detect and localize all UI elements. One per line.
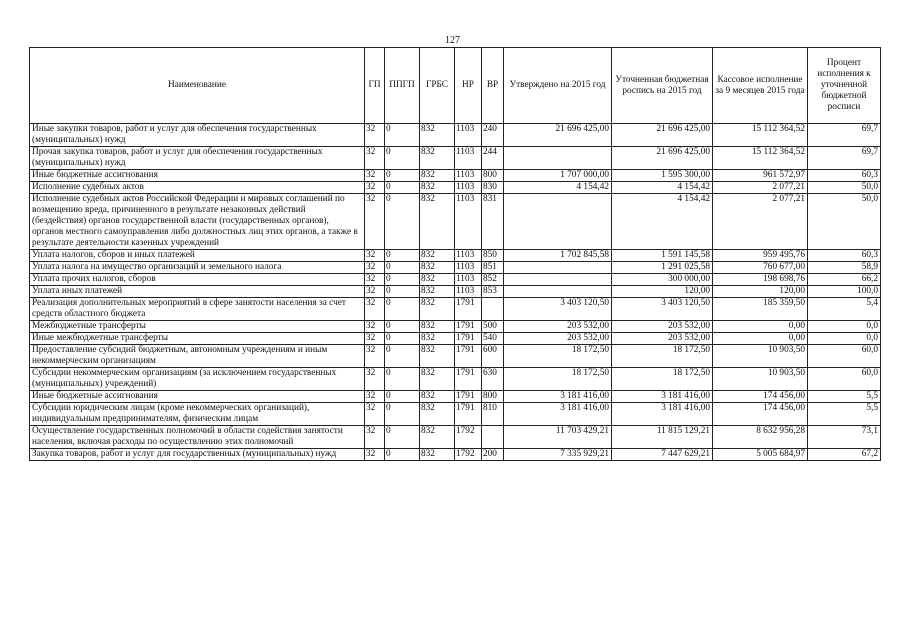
- header-approved: Утверждено на 2015 год: [504, 48, 612, 124]
- row-cash: 10 903,50: [713, 345, 808, 368]
- table-row: [30, 147, 881, 170]
- header-vr: ВР: [482, 48, 504, 124]
- row-gp: 32: [365, 368, 385, 391]
- row-nr: 1103: [455, 250, 482, 262]
- row-refined: 1 591 145,58: [612, 250, 713, 262]
- row-approved: 3 403 120,50: [504, 298, 612, 321]
- row-nr: 1103: [455, 182, 482, 194]
- row-ppgp: 0: [385, 298, 420, 321]
- row-approved: 11 703 429,21: [504, 426, 612, 449]
- row-grbs: 832: [420, 345, 455, 368]
- row-vr: 800: [482, 391, 504, 403]
- row-grbs: 832: [420, 391, 455, 403]
- row-cash: 185 359,50: [713, 298, 808, 321]
- row-vr: 810: [482, 403, 504, 426]
- row-ppgp: 0: [385, 368, 420, 391]
- row-name: Уплата налога на имущество организаций и земельного налога: [30, 262, 365, 274]
- row-approved: 3 181 416,00: [504, 403, 612, 426]
- row-name: Уплата налогов, сборов и иных платежей: [30, 250, 365, 262]
- row-name: Уплата прочих налогов, сборов: [30, 274, 365, 286]
- row-refined: 3 181 416,00: [612, 403, 713, 426]
- row-percent: 60,3: [808, 250, 881, 262]
- row-grbs: 832: [420, 274, 455, 286]
- row-gp: 32: [365, 170, 385, 182]
- row-percent: 100,0: [808, 286, 881, 298]
- row-vr: 200: [482, 449, 504, 461]
- row-refined: 11 815 129,21: [612, 426, 713, 449]
- row-gp: 32: [365, 449, 385, 461]
- header-name: Наименование: [30, 48, 365, 124]
- row-approved: [504, 274, 612, 286]
- row-cash: 174 456,00: [713, 391, 808, 403]
- row-ppgp: 0: [385, 274, 420, 286]
- table-row: [30, 298, 881, 321]
- row-grbs: 832: [420, 449, 455, 461]
- row-nr: 1103: [455, 170, 482, 182]
- row-vr: 850: [482, 250, 504, 262]
- row-gp: 32: [365, 147, 385, 170]
- row-nr: 1791: [455, 345, 482, 368]
- row-name: Предоставление субсидий бюджетным, автономным учреждениям и иным некоммерческим организациям: [30, 345, 365, 368]
- row-nr: 1791: [455, 333, 482, 345]
- row-grbs: 832: [420, 403, 455, 426]
- row-nr: 1103: [455, 286, 482, 298]
- row-grbs: 832: [420, 298, 455, 321]
- row-approved: 4 154,42: [504, 182, 612, 194]
- row-vr: 240: [482, 124, 504, 147]
- row-name: Уплата иных платежей: [30, 286, 365, 298]
- row-nr: 1791: [455, 321, 482, 333]
- row-name: Субсидии некоммерческим организациям (за исключением государственных (муниципальных) учреждений): [30, 368, 365, 391]
- row-refined: 18 172,50: [612, 368, 713, 391]
- row-percent: 69,7: [808, 147, 881, 170]
- row-approved: 3 181 416,00: [504, 391, 612, 403]
- row-cash: 10 903,50: [713, 368, 808, 391]
- row-refined: 3 181 416,00: [612, 391, 713, 403]
- row-name: Иные бюджетные ассигнования: [30, 170, 365, 182]
- row-percent: 50,0: [808, 194, 881, 250]
- row-ppgp: 0: [385, 170, 420, 182]
- row-percent: 0,0: [808, 333, 881, 345]
- row-nr: 1791: [455, 403, 482, 426]
- row-grbs: 832: [420, 333, 455, 345]
- row-cash: 0,00: [713, 333, 808, 345]
- table-row: [30, 170, 881, 182]
- table-header-row: [30, 48, 881, 124]
- row-approved: 18 172,50: [504, 368, 612, 391]
- row-gp: 32: [365, 345, 385, 368]
- row-vr: 851: [482, 262, 504, 274]
- row-refined: 203 532,00: [612, 333, 713, 345]
- row-percent: 5,5: [808, 391, 881, 403]
- row-name: Закупка товаров, работ и услуг для государственных (муниципальных) нужд: [30, 449, 365, 461]
- row-ppgp: 0: [385, 124, 420, 147]
- row-name: Иные бюджетные ассигнования: [30, 391, 365, 403]
- row-approved: 1 702 845,58: [504, 250, 612, 262]
- row-cash: 2 077,21: [713, 194, 808, 250]
- table-row: [30, 403, 881, 426]
- row-refined: 3 403 120,50: [612, 298, 713, 321]
- table-row: [30, 345, 881, 368]
- row-vr: 500: [482, 321, 504, 333]
- row-percent: 60,0: [808, 345, 881, 368]
- row-vr: 852: [482, 274, 504, 286]
- header-refined: Уточненная бюджетная роспись на 2015 год: [612, 48, 713, 124]
- header-cash: Кассовое исполнение за 9 месяцев 2015 года: [713, 48, 808, 124]
- row-grbs: 832: [420, 147, 455, 170]
- row-cash: 959 495,76: [713, 250, 808, 262]
- row-ppgp: 0: [385, 147, 420, 170]
- row-cash: 5 005 684,97: [713, 449, 808, 461]
- row-gp: 32: [365, 194, 385, 250]
- row-grbs: 832: [420, 426, 455, 449]
- row-gp: 32: [365, 182, 385, 194]
- row-ppgp: 0: [385, 250, 420, 262]
- row-cash: 15 112 364,52: [713, 147, 808, 170]
- row-vr: 600: [482, 345, 504, 368]
- row-name: Субсидии юридическим лицам (кроме некоммерческих организаций), индивидуальным предпринимателям, физическим лицам: [30, 403, 365, 426]
- row-gp: 32: [365, 124, 385, 147]
- row-ppgp: 0: [385, 286, 420, 298]
- row-percent: 73,1: [808, 426, 881, 449]
- header-percent: Процент исполнения к уточненной бюджетной росписи: [808, 48, 881, 124]
- row-percent: 60,0: [808, 368, 881, 391]
- row-percent: 60,3: [808, 170, 881, 182]
- row-name: Осуществление государственных полномочий в области содействия занятости населения, включая расходы по осуществлению этих полномочий: [30, 426, 365, 449]
- page-number: 127: [445, 35, 460, 46]
- row-ppgp: 0: [385, 345, 420, 368]
- table-row: [30, 124, 881, 147]
- row-grbs: 832: [420, 250, 455, 262]
- row-cash: 15 112 364,52: [713, 124, 808, 147]
- row-vr: 830: [482, 182, 504, 194]
- row-refined: 120,00: [612, 286, 713, 298]
- row-cash: 760 677,00: [713, 262, 808, 274]
- row-cash: 961 572,97: [713, 170, 808, 182]
- row-grbs: 832: [420, 124, 455, 147]
- row-name: Иные межбюджетные трансферты: [30, 333, 365, 345]
- header-gp: ГП: [365, 48, 385, 124]
- row-gp: 32: [365, 250, 385, 262]
- row-approved: [504, 194, 612, 250]
- row-approved: [504, 147, 612, 170]
- row-vr: 831: [482, 194, 504, 250]
- row-ppgp: 0: [385, 262, 420, 274]
- row-ppgp: 0: [385, 194, 420, 250]
- row-nr: 1103: [455, 194, 482, 250]
- row-cash: 2 077,21: [713, 182, 808, 194]
- row-name: Исполнение судебных актов: [30, 182, 365, 194]
- row-ppgp: 0: [385, 391, 420, 403]
- table-row: [30, 262, 881, 274]
- row-grbs: 832: [420, 170, 455, 182]
- row-gp: 32: [365, 391, 385, 403]
- row-refined: 21 696 425,00: [612, 124, 713, 147]
- row-vr: [482, 298, 504, 321]
- row-gp: 32: [365, 298, 385, 321]
- row-refined: 7 447 629,21: [612, 449, 713, 461]
- table-row: [30, 449, 881, 461]
- row-cash: 198 698,76: [713, 274, 808, 286]
- table-row: [30, 274, 881, 286]
- row-name: Иные закупки товаров, работ и услуг для обеспечения государственных (муниципальных) нужд: [30, 124, 365, 147]
- row-name: Прочая закупка товаров, работ и услуг для обеспечения государственных (муниципальных) нужд: [30, 147, 365, 170]
- row-gp: 32: [365, 321, 385, 333]
- row-percent: 5,4: [808, 298, 881, 321]
- row-ppgp: 0: [385, 182, 420, 194]
- row-percent: 58,9: [808, 262, 881, 274]
- row-approved: 1 707 000,00: [504, 170, 612, 182]
- row-refined: 4 154,42: [612, 194, 713, 250]
- row-refined: 18 172,50: [612, 345, 713, 368]
- budget-table: [29, 47, 881, 461]
- row-cash: 8 632 956,28: [713, 426, 808, 449]
- row-percent: 5,5: [808, 403, 881, 426]
- row-grbs: 832: [420, 262, 455, 274]
- row-grbs: 832: [420, 368, 455, 391]
- row-percent: 67,2: [808, 449, 881, 461]
- row-ppgp: 0: [385, 426, 420, 449]
- row-gp: 32: [365, 262, 385, 274]
- row-refined: 203 532,00: [612, 321, 713, 333]
- row-ppgp: 0: [385, 321, 420, 333]
- row-grbs: 832: [420, 321, 455, 333]
- row-nr: 1791: [455, 298, 482, 321]
- row-cash: 120,00: [713, 286, 808, 298]
- row-name: Межбюджетные трансферты: [30, 321, 365, 333]
- row-refined: 300 000,00: [612, 274, 713, 286]
- row-refined: 4 154,42: [612, 182, 713, 194]
- row-vr: 800: [482, 170, 504, 182]
- row-approved: 21 696 425,00: [504, 124, 612, 147]
- table-row: [30, 286, 881, 298]
- row-gp: 32: [365, 274, 385, 286]
- row-approved: 203 532,00: [504, 333, 612, 345]
- header-ppgp: ППГП: [385, 48, 420, 124]
- row-grbs: 832: [420, 286, 455, 298]
- table-row: [30, 333, 881, 345]
- row-nr: 1791: [455, 368, 482, 391]
- row-grbs: 832: [420, 194, 455, 250]
- row-name: Исполнение судебных актов Российской Федерации и мировых соглашений по возмещению вреда, причиненного в результате незаконных действий (бездействия) органов государственной власти (государственных органов), органов местного самоуправления либо должностных лиц этих органов, а также в результате деятельности казенных учреждений: [30, 194, 365, 250]
- row-percent: 0,0: [808, 321, 881, 333]
- row-percent: 66,2: [808, 274, 881, 286]
- row-gp: 32: [365, 286, 385, 298]
- row-approved: [504, 262, 612, 274]
- table-row: [30, 368, 881, 391]
- row-nr: 1103: [455, 124, 482, 147]
- row-refined: 1 291 025,58: [612, 262, 713, 274]
- row-vr: 853: [482, 286, 504, 298]
- table-row: [30, 391, 881, 403]
- table-row: [30, 250, 881, 262]
- row-approved: 18 172,50: [504, 345, 612, 368]
- row-vr: [482, 426, 504, 449]
- row-grbs: 832: [420, 182, 455, 194]
- table-row: [30, 426, 881, 449]
- row-nr: 1792: [455, 426, 482, 449]
- row-vr: 630: [482, 368, 504, 391]
- row-cash: 174 456,00: [713, 403, 808, 426]
- row-gp: 32: [365, 403, 385, 426]
- row-gp: 32: [365, 426, 385, 449]
- row-approved: 203 532,00: [504, 321, 612, 333]
- row-vr: 244: [482, 147, 504, 170]
- row-nr: 1103: [455, 274, 482, 286]
- row-nr: 1791: [455, 391, 482, 403]
- row-nr: 1103: [455, 147, 482, 170]
- row-cash: 0,00: [713, 321, 808, 333]
- row-percent: 69,7: [808, 124, 881, 147]
- table-row: [30, 321, 881, 333]
- row-ppgp: 0: [385, 403, 420, 426]
- row-ppgp: 0: [385, 333, 420, 345]
- row-vr: 540: [482, 333, 504, 345]
- header-nr: НР: [455, 48, 482, 124]
- row-nr: 1103: [455, 262, 482, 274]
- row-approved: [504, 286, 612, 298]
- row-nr: 1792: [455, 449, 482, 461]
- header-grbs: ГРБС: [420, 48, 455, 124]
- row-refined: 21 696 425,00: [612, 147, 713, 170]
- table-row: [30, 194, 881, 250]
- row-gp: 32: [365, 333, 385, 345]
- row-approved: 7 335 929,21: [504, 449, 612, 461]
- row-name: Реализация дополнительных мероприятий в сфере занятости населения за счет средств областного бюджета: [30, 298, 365, 321]
- row-refined: 1 595 300,00: [612, 170, 713, 182]
- row-percent: 50,0: [808, 182, 881, 194]
- row-ppgp: 0: [385, 449, 420, 461]
- table-row: [30, 182, 881, 194]
